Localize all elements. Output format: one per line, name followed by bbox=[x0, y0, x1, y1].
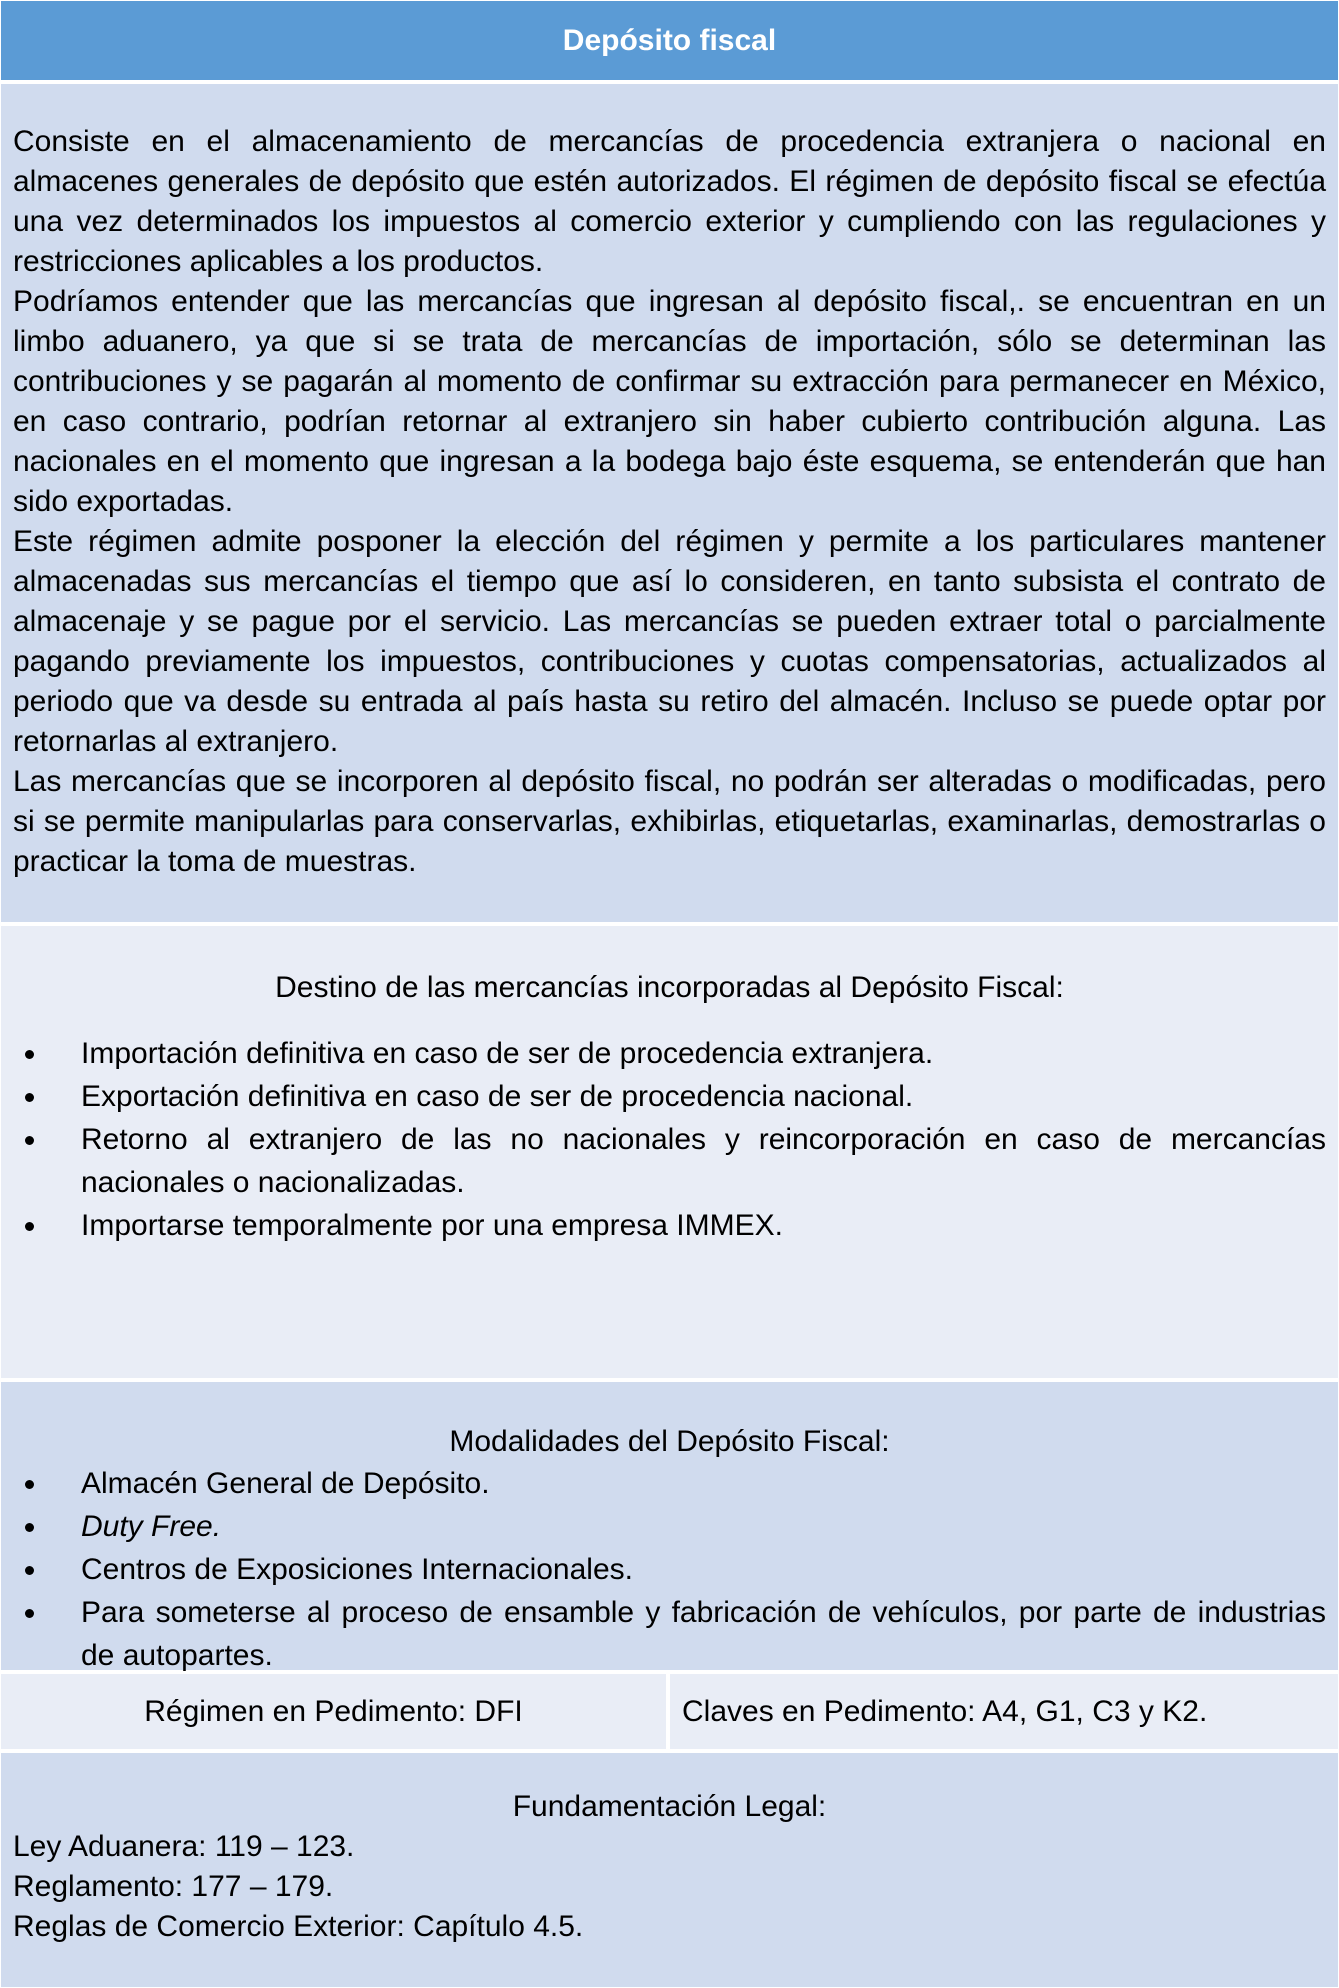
claves-text: Claves en Pedimento: A4, G1, C3 y K2. bbox=[682, 1694, 1208, 1728]
table-header bbox=[1, 1, 1338, 80]
destino-heading: Destino de las mercancías incorporadas al Depósito Fiscal: bbox=[275, 971, 1064, 1004]
regimen-cell bbox=[1, 1674, 666, 1749]
list-item: Almacén General de Depósito. bbox=[13, 1462, 1326, 1505]
list-item: Centros de Exposiciones Internacionales. bbox=[13, 1548, 1326, 1591]
list-item: Importación definitiva en caso de ser de procedencia extranjera. bbox=[13, 1032, 1326, 1075]
intro-section bbox=[1, 84, 1338, 922]
bullet-icon bbox=[25, 1136, 34, 1145]
bullet-icon bbox=[25, 1050, 34, 1059]
bullet-icon bbox=[25, 1093, 34, 1102]
destino-list bbox=[13, 1032, 1326, 1247]
bullet-icon bbox=[25, 1609, 34, 1618]
claves-cell bbox=[670, 1674, 1338, 1749]
deposito-fiscal-table bbox=[1, 1, 1338, 1987]
destino-section bbox=[1, 926, 1338, 1378]
pedimento-row bbox=[1, 1674, 1338, 1749]
intro-paragraph-3: Este régimen admite posponer la elección del régimen y permite a los particulares mantener almacenadas sus mercancías el tiempo que así lo consideren, en tanto subsista el contrato de almacenaje y se pague por el servicio. Las mercancías se pueden extraer total o parcialmente pagando previamente los impuestos, contribuciones y cuotas compensatorias, actualizados al periodo que va desde su entrada al país hasta su retiro del almacén. Incluso se puede optar por retornarlas al extranjero. bbox=[13, 525, 1326, 758]
legal-line-reglamento: Reglamento: 177 – 179. bbox=[13, 1870, 334, 1903]
list-item: Importarse temporalmente por una empresa IMMEX. bbox=[13, 1204, 1326, 1247]
intro-paragraph-1: Consiste en el almacenamiento de mercancías de procedencia extranjera o nacional en almacenes generales de depósito que estén autorizados. El régimen de depósito fiscal se efectúa una vez determinados los impuestos al comercio exterior y cumpliendo con las regulaciones y restricciones aplicables a los productos. bbox=[13, 125, 1326, 278]
intro-paragraph-4: Las mercancías que se incorporen al depósito fiscal, no podrán ser alteradas o modificadas, pero si se permite manipularlas para conservarlas, exhibirlas, etiquetarlas, examinarlas, demostrarlas o practicar la toma de muestras. bbox=[13, 765, 1326, 878]
intro-paragraph-2: Podríamos entender que las mercancías que ingresan al depósito fiscal,. se encuentran en un limbo aduanero, ya que si se trata de mercancías de importación, sólo se determinan las contribuciones y se pagarán al momento de confirmar su extracción para permanecer en México, en caso contrario, podrían retornar al extranjero sin haber cubierto contribución alguna. Las nacionales en el momento que ingresan a la bodega bajo éste esquema, se entenderán que han sido exportadas. bbox=[13, 285, 1326, 518]
bullet-icon bbox=[25, 1222, 34, 1231]
list-item: Para someterse al proceso de ensamble y fabricación de vehículos, por parte de industrias de autopartes. bbox=[13, 1591, 1326, 1677]
regimen-text: Régimen en Pedimento: DFI bbox=[144, 1694, 523, 1728]
legal-line-reglas: Reglas de Comercio Exterior: Capítulo 4.5. bbox=[13, 1910, 584, 1943]
fundamentacion-heading: Fundamentación Legal: bbox=[512, 1790, 827, 1823]
list-item: Duty Free. bbox=[13, 1505, 1326, 1548]
list-item: Retorno al extranjero de las no nacionales y reincorporación en caso de mercancías nacionales o nacionalizadas. bbox=[13, 1118, 1326, 1204]
bullet-icon bbox=[25, 1523, 34, 1532]
page-title: Depósito fiscal bbox=[562, 23, 777, 57]
legal-line-ley: Ley Aduanera: 119 – 123. bbox=[13, 1830, 355, 1863]
modalidades-list bbox=[13, 1462, 1326, 1677]
modalidades-heading: Modalidades del Depósito Fiscal: bbox=[449, 1425, 890, 1458]
modalidades-section bbox=[1, 1382, 1338, 1670]
bullet-icon bbox=[25, 1566, 34, 1575]
fundamentacion-section bbox=[1, 1753, 1338, 1987]
list-item: Exportación definitiva en caso de ser de procedencia nacional. bbox=[13, 1075, 1326, 1118]
bullet-icon bbox=[25, 1480, 34, 1489]
